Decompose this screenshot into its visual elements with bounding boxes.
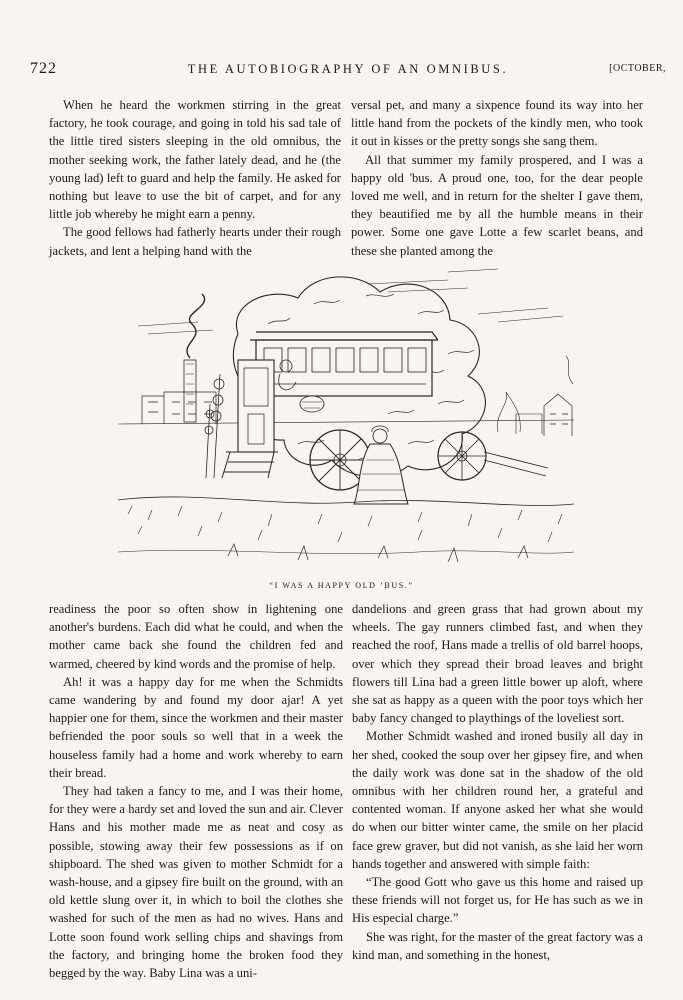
illustration-caption: “I WAS A HAPPY OLD ’BUS.” xyxy=(269,581,414,590)
paragraph: She was right, for the master of the great factory was a kind man, and something in the honest, xyxy=(352,929,643,962)
paragraph: Ah! it was a happy day for me when the Schmidts came wandering by and found my door ajar! A yet happier one for them, since the workmen and their master befriended the poor souls so well that in a week the houseless family had a home and work whereby to earn their bread. xyxy=(49,674,343,780)
omnibus-illustration xyxy=(118,264,574,570)
running-header xyxy=(30,60,666,78)
text-column-top-right xyxy=(351,96,643,260)
running-title: THE AUTOBIOGRAPHY OF AN OMNIBUS. xyxy=(187,62,509,76)
paragraph: versal pet, and many a sixpence found its way into her little hand from the pockets of the kindly men, who took it out in kisses or the pretty songs she sang them. xyxy=(351,98,643,149)
paragraph: The good fellows had fatherly hearts under their rough jackets, and lent a helping hand with the xyxy=(49,225,341,258)
paragraph: readiness the poor so often show in lightening one another's burdens. Each did what he could, and when the mother came back she found the children fed and warmed, cheered by kind words and the promise of help. xyxy=(49,602,343,671)
text-column-bottom-left xyxy=(49,600,343,982)
section-label: [OCTOBER, xyxy=(609,63,666,74)
paragraph: When he heard the workmen stirring in the great factory, he took courage, and going in told his sad tale of the little tired sisters sleeping in the old omnibus, the mother seeking work, the father lately dead, and he (the young lad) left to guard and help the family. He asked for nothing but leave to use the bit of carpet, and for any little job whereby he might earn a penny. xyxy=(49,98,341,222)
page-number: 722 xyxy=(30,60,57,77)
paragraph: “The good Gott who gave us this home and raised up these friends will not forget us, for He has such as we in His especial charge.” xyxy=(352,875,643,926)
paragraph: Mother Schmidt washed and ironed busily all day in her shed, cooked the soup over her gipsey fire, and when the daily work was done sat in the shadow of the old omnibus with her children round her, a grateful and contented woman. If anyone asked her what she would do when our bitter winter came, the smile on her placid face grew graver, but did not vanish, as she laid her worn hands together and answered with simple faith: xyxy=(352,729,643,871)
text-column-top-left xyxy=(49,96,341,260)
paragraph: They had taken a fancy to me, and I was their home, for they were a hardy set and loved the sun and air. Clever Hans and his mother made me as neat and cosy as possible, stowing away their few possessions as if on shipboard. The shed was given to mother Schmidt for a wash-house, and a gipsey fire built on the ground, with an old kettle slung over it, in which to boil the clothes she washed for such of the men as had no wives. Hans and Lotte soon found work selling chips and shavings from the factory, and bringing home the broken food they begged by the way. Baby Lina was a uni- xyxy=(49,784,343,981)
text-column-bottom-right xyxy=(352,600,643,964)
paragraph: All that summer my family prospered, and I was a happy old 'bus. A proud one, too, for the dear people loved me well, and in return for the shelter I gave them, they beautified me by all the humble means in their power. Some one gave Lotte a few scarlet beans, and these she planted among the xyxy=(351,152,643,258)
paragraph: dandelions and green grass that had grown about my wheels. The gay runners climbed fast, and when they reached the roof, Hans made a trellis of old barrel hoops, over which they spread their broad leaves and bright flowers till Lina had a green little bower up aloft, where she sat as happy as a queen with the poor toys which her baby fancy changed to playthings of the loveliest sort. xyxy=(352,602,643,726)
